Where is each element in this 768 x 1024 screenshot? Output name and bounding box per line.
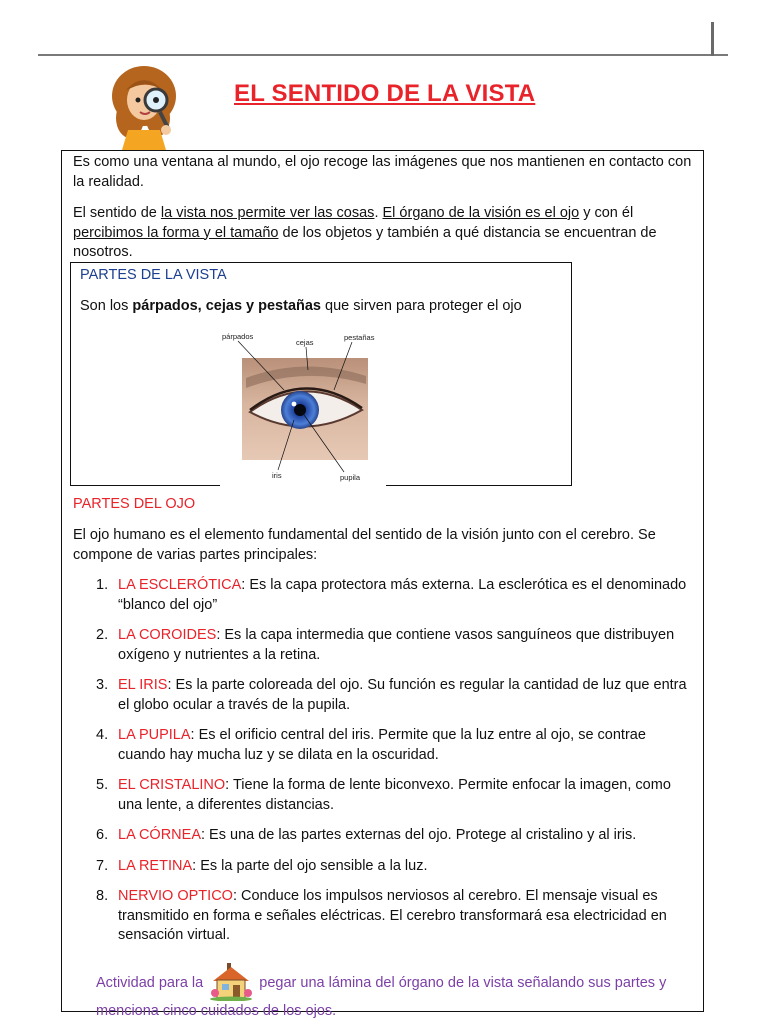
- list-item: 6. LA CÓRNEA: Es una de las partes externas del ojo. Protege al cristalino y al iris.: [96, 827, 637, 843]
- list-item: 2. LA COROIDES: Es la capa intermedia que contiene vasos sanguíneos que distribuyen oxígeno y nutrientes a la retina.: [96, 627, 675, 663]
- label-pestanas: pestañas: [344, 333, 375, 342]
- partes-ojo-heading: PARTES DEL OJO: [73, 496, 196, 512]
- partes-ojo-list: [96, 576, 696, 946]
- girl-magnifier-illustration: [100, 60, 200, 150]
- top-tick: [711, 22, 714, 56]
- activity-instruction: Actividad para la pegar una lámina del órgano de la vista señalando sus partes y menciona cinco cuidados de los ojos.: [96, 963, 700, 1022]
- partes-ojo-intro: El ojo humano es el elemento fundamental del sentido de la visión junto con el cerebro. Se compone de varias partes principales:: [73, 527, 656, 563]
- label-pupila: pupila: [340, 473, 361, 482]
- partes-vista-heading: PARTES DE LA VISTA: [80, 267, 227, 283]
- label-cejas: cejas: [296, 338, 314, 347]
- list-item: 1. LA ESCLERÓTICA: Es la capa protectora más externa. La esclerótica es el denominado “blanco del ojo”: [96, 577, 687, 613]
- house-icon: [209, 963, 253, 1001]
- partes-vista-text: Son los párpados, cejas y pestañas que sirven para proteger el ojo: [80, 298, 522, 314]
- list-item: 7. LA RETINA: Es la parte del ojo sensible a la luz.: [96, 857, 428, 874]
- page-title: EL SENTIDO DE LA VISTA: [234, 80, 536, 107]
- list-item: 3. EL IRIS: Es la parte coloreada del ojo. Su función es regular la cantidad de luz que entra el globo ocular a través de la pupila.: [96, 677, 687, 713]
- list-item: 4. LA PUPILA: Es el orificio central del iris. Permite que la luz entre al ojo, se contrae cuando hay mucha luz y se dilata en la oscuridad.: [96, 727, 646, 763]
- intro-paragraph: Es como una ventana al mundo, el ojo recoge las imágenes que nos mantienen en contacto con la realidad.: [73, 154, 692, 190]
- top-rule: [38, 54, 728, 56]
- list-item: 8. NERVIO OPTICO: Conduce los impulsos nerviosos al cerebro. El mensaje visual es transmitido en forma e señales eléctricas. El cerebro transformará esa electricidad en sensación virtual.: [96, 888, 667, 943]
- label-parpados: párpados: [222, 332, 254, 341]
- label-iris: iris: [272, 471, 282, 480]
- list-item: 5. EL CRISTALINO: Tiene la forma de lente biconvexo. Permite enfocar la imagen, como una lente, a diferentes distancias.: [96, 777, 671, 813]
- intro-definition: El sentido de la vista nos permite ver las cosas. El órgano de la visión es el ojo y con él percibimos la forma y el tamaño de los objetos y también a qué distancia se encuentran de nosotros.: [73, 205, 657, 260]
- eye-diagram: [220, 330, 386, 488]
